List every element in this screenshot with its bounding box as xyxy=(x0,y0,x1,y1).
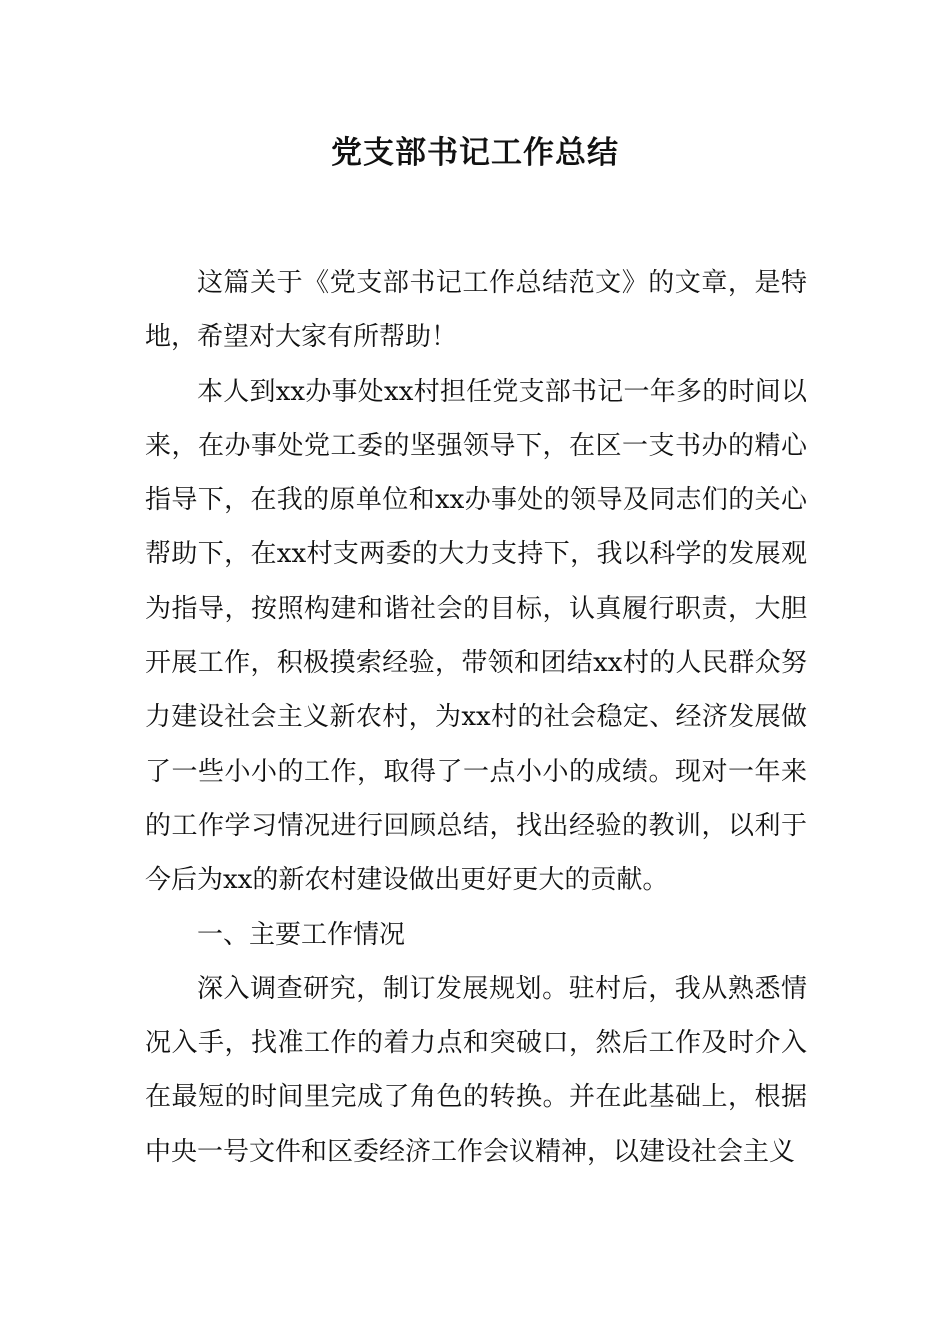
document-body xyxy=(145,256,807,1179)
section-heading-main-work: 一、主要工作情况 xyxy=(197,919,406,950)
document-title: 党支部书记工作总结 xyxy=(331,135,619,171)
paragraph-research-planning: 深入调查研究，制订发展规划。驻村后，我从熟悉情况入手，找准工作的着力点和突破口，然后工作及时介入在最短的时间里完成了角色的转换。并在此基础上，根据中央一号文件和区委经济工作会议精神，以建设社会主义 xyxy=(145,973,807,1167)
paragraph-intro: 这篇关于《党支部书记工作总结范文》的文章，是特地，希望对大家有所帮助！ xyxy=(145,268,807,353)
paragraph-overview: 本人到xx办事处xx村担任党支部书记一年多的时间以来，在办事处党工委的坚强领导下，在区一支书办的精心指导下，在我的原单位和xx办事处的领导及同志们的关心帮助下，在xx村支两委的大力支持下，我以科学的发展观为指导，按照构建和谐社会的目标，认真履行职责，大胆开展工作，积极摸索经验，带领和团结xx村的人民群众努力建设社会主义新农村，为xx村的社会稳定、经济发展做了一些小小的工作，取得了一点小小的成绩。现对一年来的工作学习情况进行回顾总结，找出经验的教训，以利于今后为xx的新农村建设做出更好更大的贡献。 xyxy=(145,376,807,896)
